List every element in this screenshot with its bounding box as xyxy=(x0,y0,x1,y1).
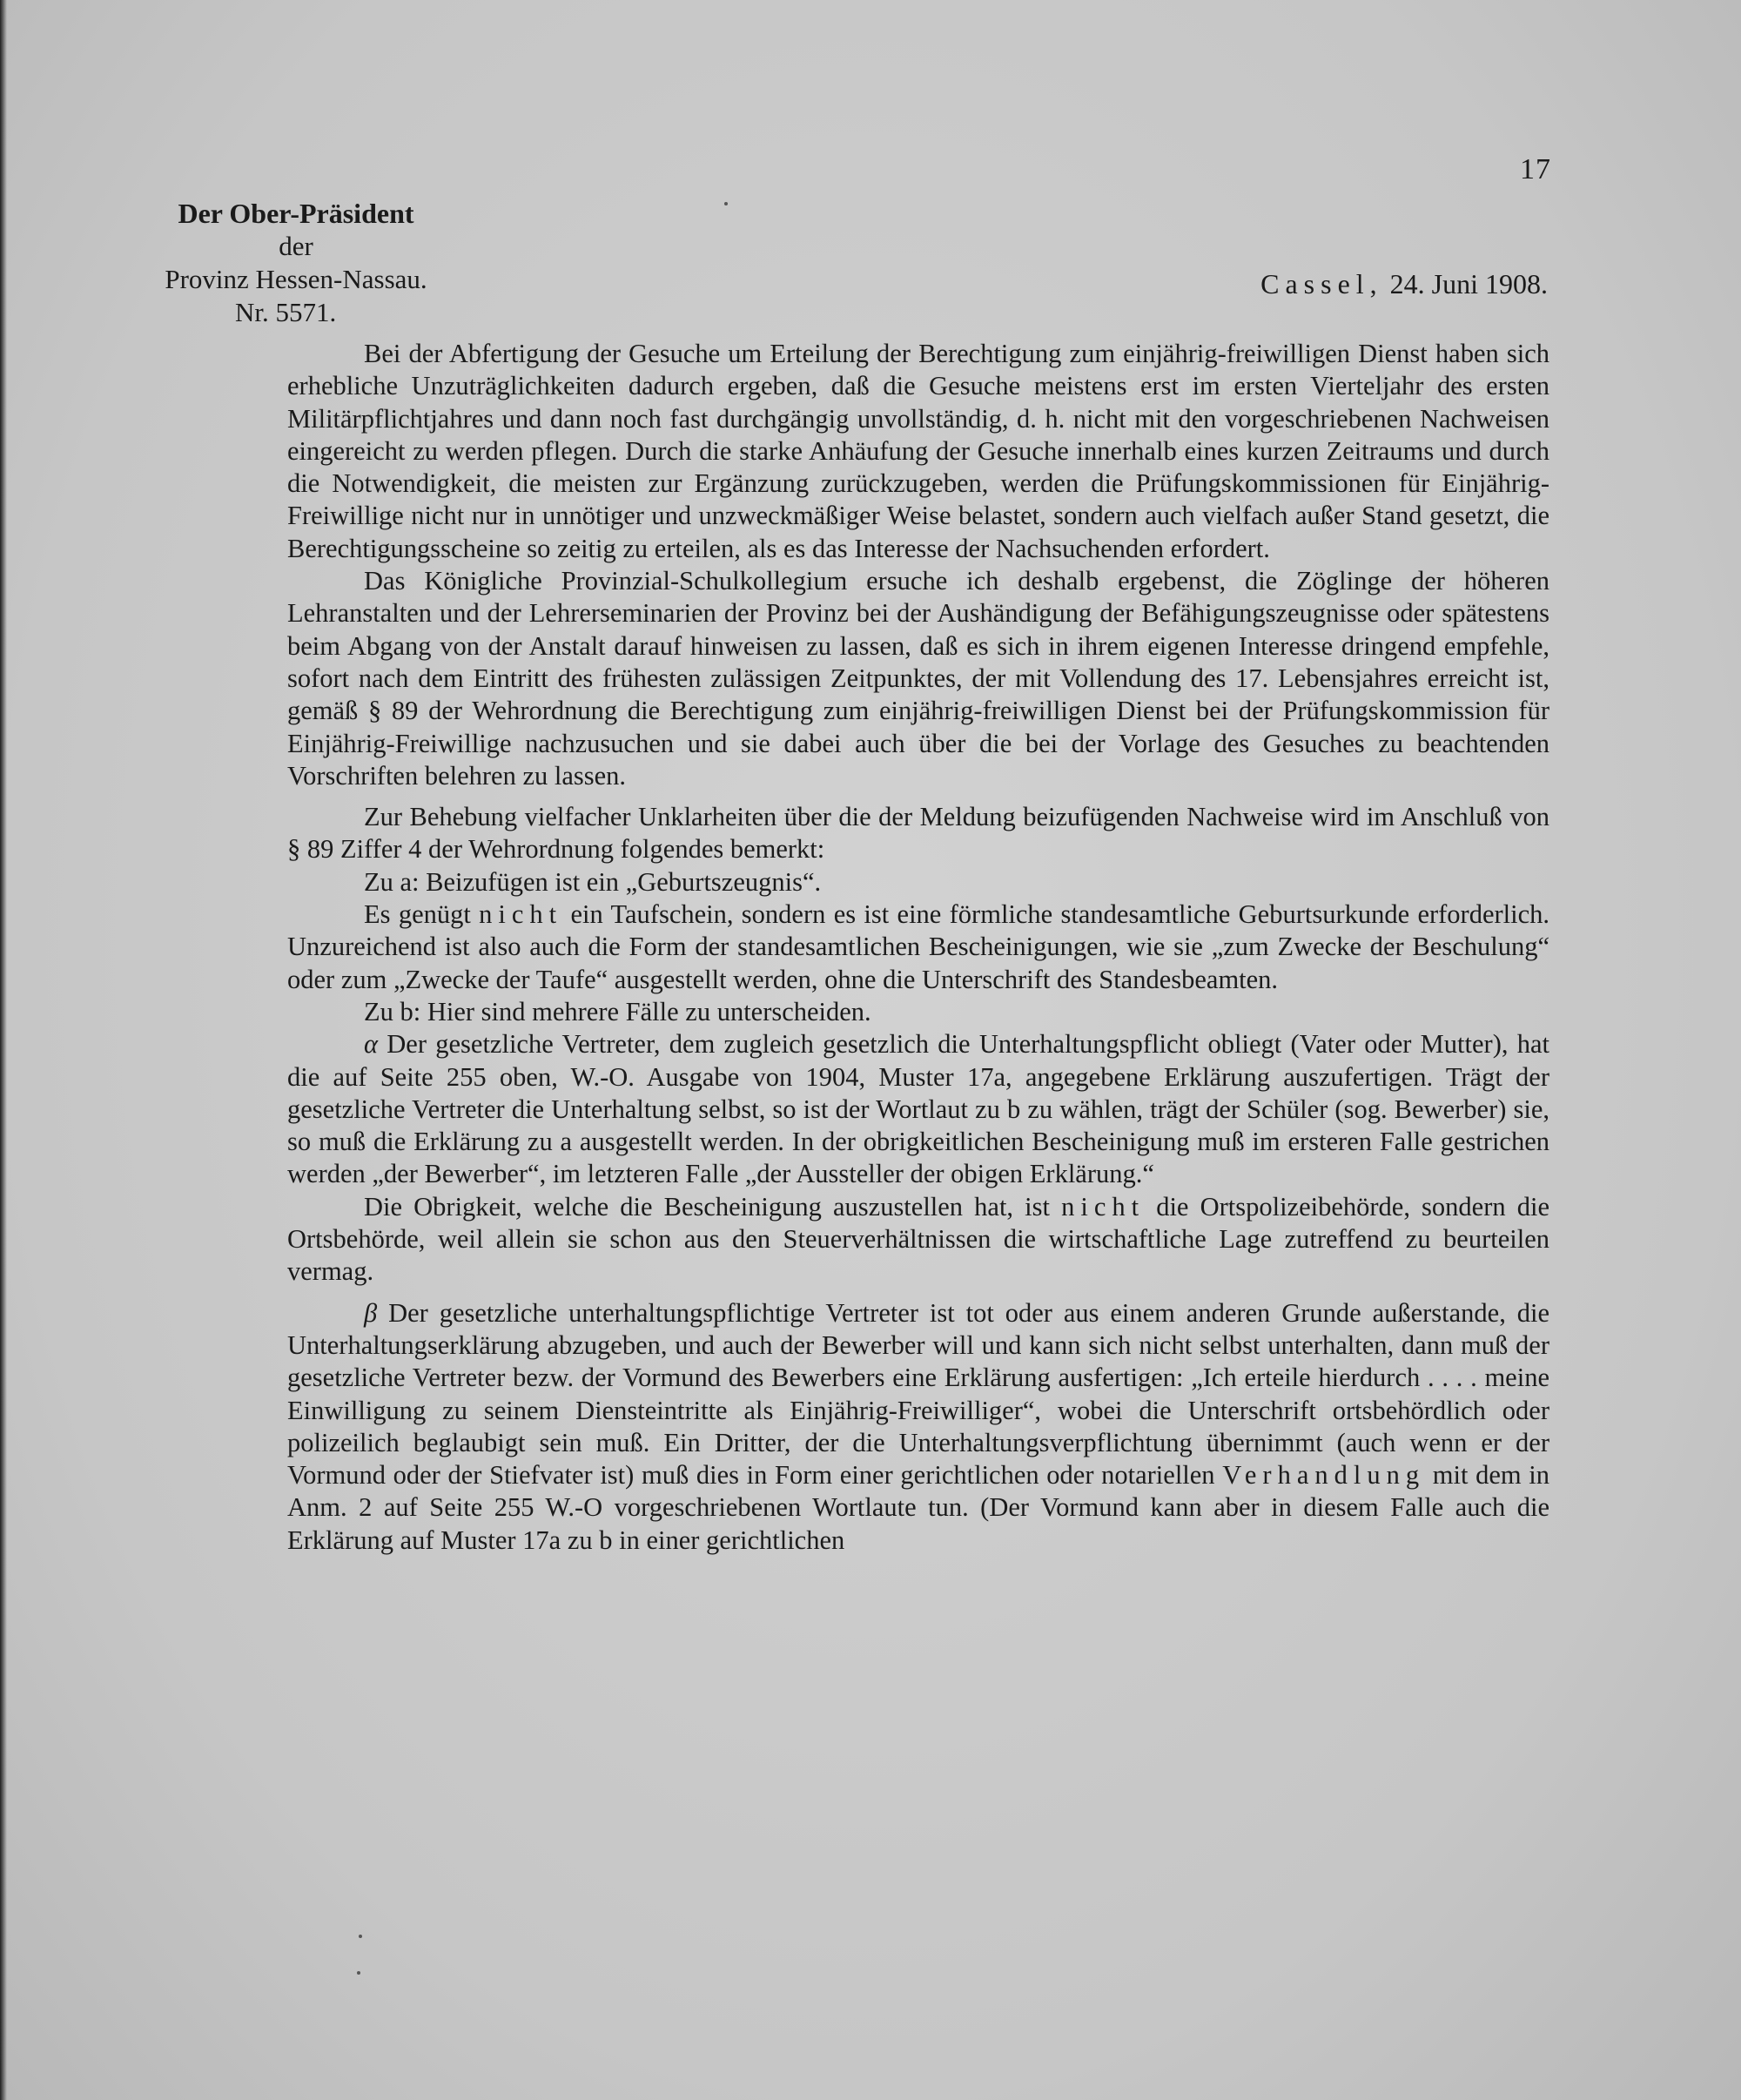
sender-line-der: der xyxy=(279,231,313,261)
p5-text-a: Es genügt xyxy=(364,899,471,930)
scan-speck xyxy=(359,1935,362,1938)
paragraph-9 xyxy=(287,1297,1549,1557)
letter-body xyxy=(287,338,1549,1557)
dateline-date: 24. Juni 1908. xyxy=(1389,268,1548,300)
page-number: 17 xyxy=(1520,153,1551,185)
p7-text: Der gesetzliche Vertreter, dem zugleich gesetzlich die Unterhaltungspflicht obliegt (Vater oder Mutter), hat die auf Seite 255 oben, W.-O. Ausgabe von 1904, Muster 17a, angegebene Erklärung auszufertigen. Trägt der gesetzliche Vertreter die Unterhaltung selbst, so ist der Wortlaut zu b zu wählen, trägt der Schüler (sog. Bewerber) sie, so muß die Erklärung zu a ausgestellt werden. In der obrigkeitlichen Bescheinigung muß im ersteren Falle gestrichen werden „der Bewerber“, im letzteren Falle „der Aussteller der obigen Erklärung.“ xyxy=(287,1029,1549,1189)
dateline-city: Cassel, xyxy=(1260,268,1383,300)
dateline xyxy=(1260,268,1548,300)
p5-emphasis: nicht xyxy=(479,899,563,930)
sender-province: Provinz Hessen-Nassau. xyxy=(165,264,427,294)
paragraph-4: Zu a: Beizufügen ist ein „Geburtszeugnis“. xyxy=(364,866,822,897)
sender-title: Der Ober-Präsident xyxy=(178,198,414,229)
scan-speck xyxy=(724,202,728,205)
p9-emphasis: Verhandlung xyxy=(1222,1460,1426,1491)
p8-emphasis: nicht xyxy=(1061,1191,1146,1222)
paragraph-2: Das Königliche Provinzial-Schulkollegium ersuche ich deshalb ergebenst, die Zöglinge der höheren Lehranstalten und der Lehrerseminarien der Provinz bei der Aushändigung der Befähigungszeugnisse oder spätestens beim Abgang von der Anstalt darauf hinweisen zu lassen, daß es sich in ihrem eigenen Interesse dringend empfehle, sofort nach dem Eintritt des frühesten zulässigen Zeitpunktes, der mit Vollendung des 17. Lebensjahres erreicht ist, gemäß § 89 der Wehrordnung die Berechtigung zum einjährig-freiwilligen Dienst bei der Prüfungskommission für Einjährig-Freiwillige nachzusuchen und sie dabei auch über die bei der Vorlage des Gesuches zu beachtenden Vorschriften belehren zu lassen. xyxy=(287,566,1549,791)
p8-text-b: die Ortspolizeibehörde, sondern die Ortsbehörde, weil allein sie schon aus den Steuerverhältnissen die wirtschaftliche Lage zutreffend zu beurteilen vermag. xyxy=(287,1191,1549,1287)
paragraph-7 xyxy=(287,1028,1549,1190)
reference-number: Nr. 5571. xyxy=(235,297,337,327)
p5-text-b: ein Taufschein, sondern es ist eine förmliche standesamtliche Geburtsurkunde erforderlich. Unzureichend ist also auch die Form der standesamtlichen Bescheinigungen, wie sie „zum Zwecke der Beschulung“ oder zum „Zwecke der Taufe“ ausgestellt werden, ohne die Unterschrift des Standesbeamten. xyxy=(287,899,1550,994)
scan-speck xyxy=(357,1971,360,1975)
p9-text-b: mit dem in Anm. 2 auf Seite 255 W.-O vorgeschriebenen Wortlaute tun. (Der Vormund kann aber in diesem Falle auch die Erklärung auf Muster 17a zu b in einer gerichtlichen xyxy=(287,1460,1550,1555)
sender-block xyxy=(131,197,461,329)
paragraph-5 xyxy=(287,899,1549,996)
paragraph-1: Bei der Abfertigung der Gesuche um Erteilung der Berechtigung zum einjährig-freiwilligen Dienst haben sich erhebliche Unzuträglichkeiten dadurch ergeben, daß die Gesuche meistens erst im ersten Vierteljahr des ersten Militärpflichtjahres und dann noch fast durchgängig unvollständig, d. h. nicht mit den vorgeschriebenen Nachweisen eingereicht zu werden pflegen. Durch die starke Anhäufung der Gesuche innerhalb eines kurzen Zeitraums und durch die Notwendigkeit, die meisten zur Ergänzung zurückzugeben, werden die Prüfungskommissionen für Einjährig-Freiwillige nicht nur in unnötiger und unzweckmäßiger Weise belastet, sondern auch vielfach außer Stand gesetzt, die Berechtigungsscheine so zeitig zu erteilen, als es das Interesse der Nachsuchenden erfordert. xyxy=(287,339,1549,563)
alpha-marker: α xyxy=(364,1029,379,1060)
paragraph-6: Zu b: Hier sind mehrere Fälle zu unterscheiden. xyxy=(364,996,871,1026)
paragraph-8 xyxy=(287,1191,1549,1289)
beta-marker: β xyxy=(364,1297,378,1328)
scan-edge-shadow xyxy=(0,0,7,2100)
p9-text-a: Der gesetzliche unterhaltungspflichtige Vertreter ist tot oder aus einem anderen Grunde außerstande, die Unterhaltungserklärung abzugeben, und auch der Bewerber will und kann sich nicht selbst unterhalten, dann muß der gesetzliche Vertreter bezw. der Vormund des Bewerbers eine Erklärung ausfertigen: „Ich erteile hierdurch . . . . meine Einwilligung zu seinem Diensteintritte als Einjährig-Freiwilliger“, wobei die Unterschrift ortsbehördlich oder polizeilich beglaubigt sein muß. Ein Dritter, der die Unterhaltungsverpflichtung übernimmt (auch wenn er der Vormund oder der Stiefvater ist) muß dies in Form einer gerichtlichen oder notariellen xyxy=(287,1297,1550,1491)
p8-text-a: Die Obrigkeit, welche die Bescheinigung auszustellen hat, ist xyxy=(364,1191,1050,1222)
paragraph-3: Zur Behebung vielfacher Unklarheiten über die der Meldung beizufügenden Nachweise wird im Anschluß von § 89 Ziffer 4 der Wehrordnung folgendes bemerkt: xyxy=(287,802,1549,865)
